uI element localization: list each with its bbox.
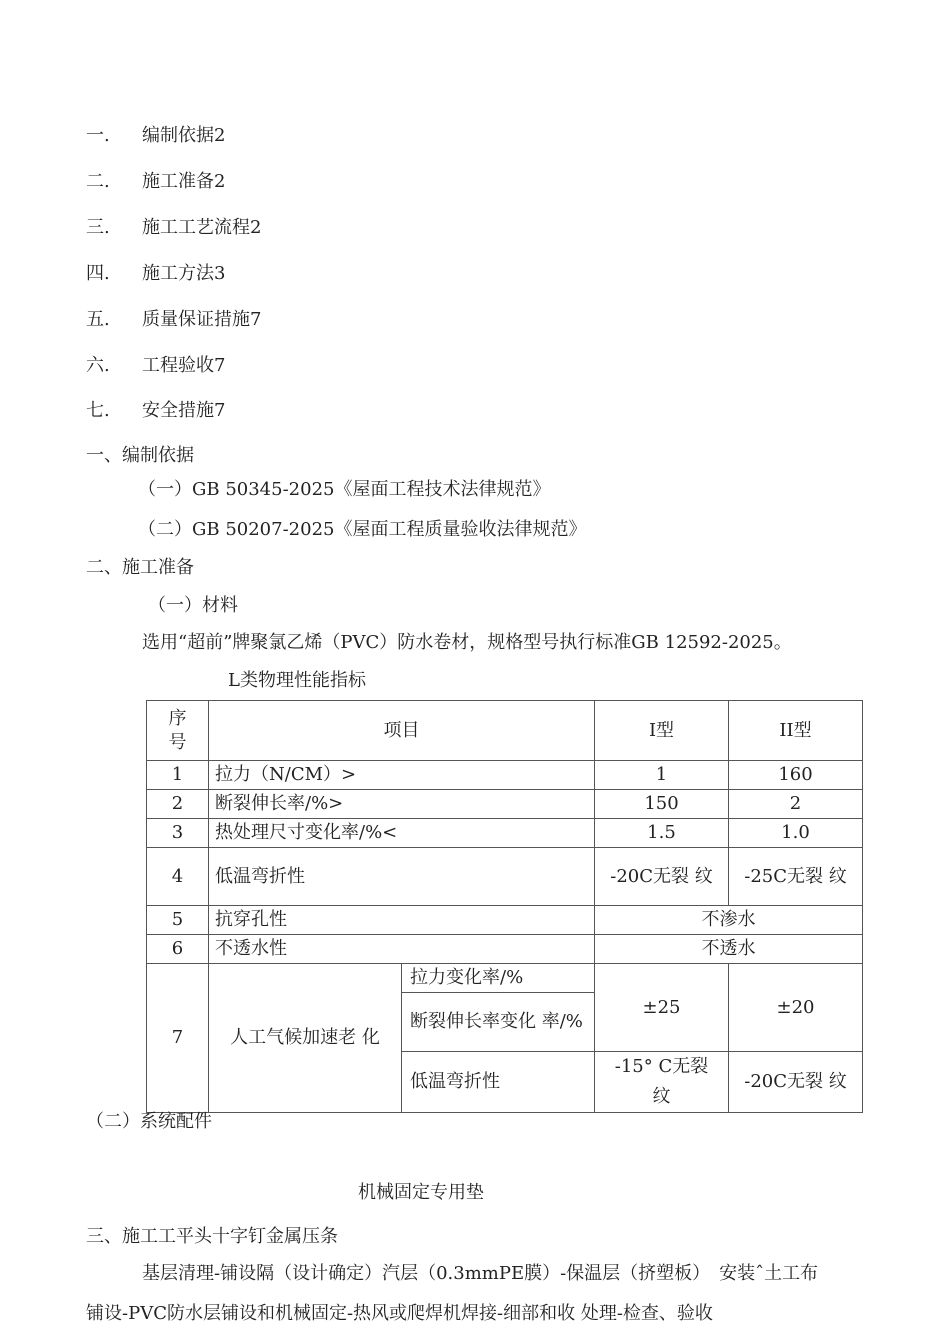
subsection-heading: （一）材料 — [148, 595, 238, 616]
row-value-2: -20C无裂 纹 — [729, 1052, 863, 1113]
row-value-1: -20C无裂 纹 — [595, 848, 729, 906]
toc-entry[interactable]: 施工工艺流程2 — [142, 217, 262, 238]
row-no: 3 — [147, 819, 209, 848]
row-item: 人工气候加速老 化 — [209, 964, 402, 1113]
sub-item: 断裂伸长率变化 率/% — [402, 993, 595, 1052]
sub-item: 低温弯折性 — [402, 1052, 595, 1113]
row-item: 低温弯折性 — [209, 848, 595, 906]
section-heading: 二、施工准备 — [86, 557, 194, 578]
row-value-2: 160 — [729, 761, 863, 790]
section-heading: 三、施工工平头十字钉金属压条 — [86, 1226, 338, 1247]
process-paragraph-line: 铺设-PVC防水层铺设和机械固定-热风或爬焊机焊接-细部和收 处理-检查、验收 — [86, 1303, 713, 1324]
row-merged-value: 不透水 — [595, 935, 863, 964]
toc-entry[interactable]: 工程验收7 — [142, 355, 226, 376]
row-no: 4 — [147, 848, 209, 906]
row-item: 不透水性 — [209, 935, 595, 964]
row-no: 2 — [147, 790, 209, 819]
table-row — [147, 819, 863, 848]
header-no: 序号 — [147, 701, 209, 761]
toc-number: 五. — [86, 309, 110, 330]
section-heading: 一、编制依据 — [86, 445, 194, 466]
toc-number: 三. — [86, 217, 110, 238]
table-title: L类物理性能指标 — [228, 670, 366, 691]
table-row — [147, 790, 863, 819]
reference-item: （二）GB 50207-2025《屋面工程质量验收法律规范》 — [138, 519, 587, 540]
row-value-2: ±20 — [729, 964, 863, 1052]
toc-number: 七. — [86, 400, 110, 421]
row-item: 抗穿孔性 — [209, 906, 595, 935]
row-no: 5 — [147, 906, 209, 935]
table-row — [147, 964, 863, 993]
physical-properties-table — [146, 700, 863, 1113]
material-paragraph: 选用“超前”牌聚氯乙烯（PVC）防水卷材，规格型号执行标准GB 12592-2025。 — [142, 632, 792, 653]
row-merged-value: 不渗水 — [595, 906, 863, 935]
toc-entry[interactable]: 安全措施7 — [142, 400, 226, 421]
table-row — [147, 848, 863, 906]
toc-number: 四. — [86, 263, 110, 284]
reference-item: （一）GB 50345-2025《屋面工程技术法律规范》 — [138, 479, 551, 500]
header-type-2: II型 — [729, 701, 863, 761]
toc-entry[interactable]: 质量保证措施7 — [142, 309, 262, 330]
row-no: 6 — [147, 935, 209, 964]
row-value-1: 1.5 — [595, 819, 729, 848]
header-type-1: I型 — [595, 701, 729, 761]
row-item: 拉力（N/CM）> — [209, 761, 595, 790]
fitting-label: 机械固定专用垫 — [358, 1182, 484, 1203]
row-value-2: 1.0 — [729, 819, 863, 848]
row-value-2: -25C无裂 纹 — [729, 848, 863, 906]
row-item: 热处理尺寸变化率/%< — [209, 819, 595, 848]
table-row — [147, 761, 863, 790]
toc-entry[interactable]: 编制依据2 — [142, 125, 226, 146]
row-item: 断裂伸长率/%> — [209, 790, 595, 819]
toc-number: 二. — [86, 171, 110, 192]
row-no: 7 — [147, 964, 209, 1113]
row-value-2: 2 — [729, 790, 863, 819]
toc-number: 一. — [86, 125, 110, 146]
row-value-1: 150 — [595, 790, 729, 819]
toc-number: 六. — [86, 355, 110, 376]
table-row — [147, 906, 863, 935]
header-item: 项目 — [209, 701, 595, 761]
toc-entry[interactable]: 施工方法3 — [142, 263, 226, 284]
row-value-1: -15° C无裂 纹 — [595, 1052, 729, 1113]
table-header-row — [147, 701, 863, 761]
sub-item: 拉力变化率/% — [402, 964, 595, 993]
row-no: 1 — [147, 761, 209, 790]
table-row — [147, 935, 863, 964]
row-value-1: 1 — [595, 761, 729, 790]
process-paragraph-line: 基层清理-铺设隔（设计确定）汽层（0.3mmPE膜）-保温层（挤塑板） 安装ˆ土工布 — [142, 1263, 819, 1284]
subsection-heading: （二）系统配件 — [86, 1111, 212, 1132]
row-value-1: ±25 — [595, 964, 729, 1052]
toc-entry[interactable]: 施工准备2 — [142, 171, 226, 192]
